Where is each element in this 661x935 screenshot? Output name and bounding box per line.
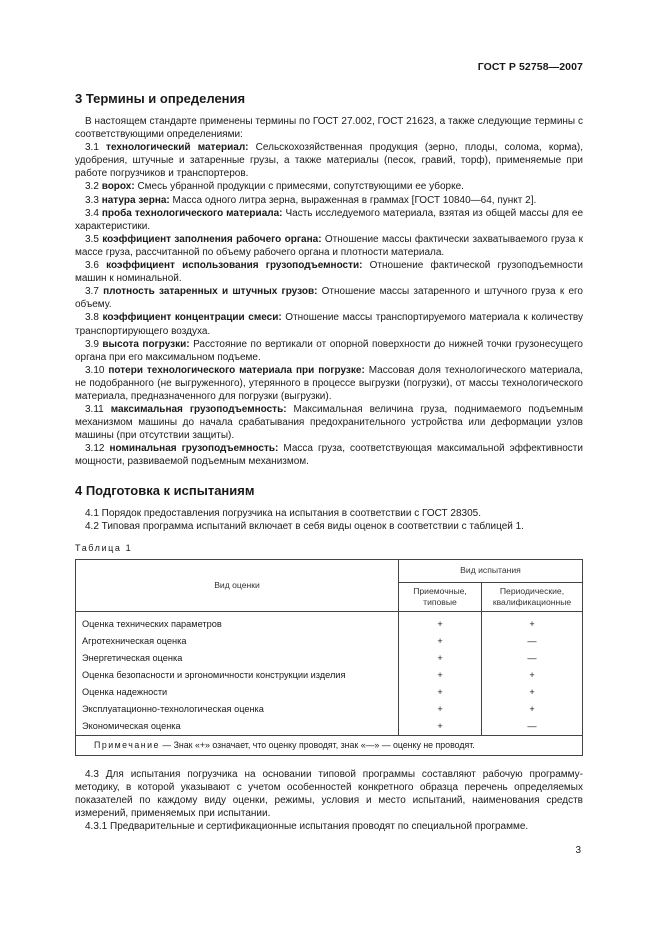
term-definition: Смесь убранной продукции с примесями, сопутствующими ее уборке. xyxy=(134,181,464,193)
table-cell: + xyxy=(482,667,583,684)
page-number: 3 xyxy=(575,845,581,856)
term-item xyxy=(75,141,583,180)
term-item xyxy=(75,338,583,364)
table-cell: — xyxy=(482,718,583,736)
terms-list xyxy=(75,141,583,468)
term-name: плотность затаренных и штучных грузов: xyxy=(103,286,318,298)
table-cell: Агротехническая оценка xyxy=(76,633,399,650)
page-content xyxy=(75,90,583,833)
table-cell: + xyxy=(482,611,583,633)
table-row xyxy=(76,667,583,684)
table-cell: — xyxy=(482,650,583,667)
term-name: натура зерна: xyxy=(101,194,170,206)
table-cell: + xyxy=(482,701,583,718)
term-number: 3.1 xyxy=(85,142,107,154)
term-name: коэффициент использования грузоподъемности: xyxy=(106,260,363,272)
term-number: 3.4 xyxy=(85,207,102,219)
term-item xyxy=(75,364,583,403)
document-code: ГОСТ Р 52758—2007 xyxy=(477,61,583,73)
table-1-label: Таблица 1 xyxy=(75,542,133,553)
term-definition: Часть исследуемого материала, взятая из общей массы для ее характеристики. xyxy=(75,207,583,232)
table-cell: + xyxy=(399,684,482,701)
term-name: максимальная грузоподъемность: xyxy=(110,404,287,416)
term-item xyxy=(75,180,583,193)
term-number: 3.7 xyxy=(85,286,104,298)
term-name: потери технологического материала при погрузке: xyxy=(108,364,365,376)
table-cell: Оценка технических параметров xyxy=(76,611,399,633)
table-cell: Оценка безопасности и эргономичности конструкции изделия xyxy=(76,667,399,684)
table-note xyxy=(76,735,583,755)
table-1 xyxy=(75,559,583,756)
term-number: 3.12 xyxy=(85,443,110,455)
term-name: номинальная грузоподъемность: xyxy=(109,443,279,455)
section-3-intro: В настоящем стандарте применены термины по ГОСТ 27.002, ГОСТ 21623, а также следующие термины с соответствующими определениями: xyxy=(75,116,583,141)
col-header-assessment: Вид оценки xyxy=(76,559,399,611)
table-row xyxy=(76,684,583,701)
term-definition: Отношение массы фактически захватываемого груза к массе груза, рассчитанной по объему рабочего органа и плотности материала. xyxy=(75,233,583,258)
term-number: 3.11 xyxy=(85,404,111,416)
note-label: Примечание xyxy=(94,739,160,750)
term-number: 3.2 xyxy=(85,181,102,193)
term-definition: Максимальная величина груза, поднимаемого подъемным механизмом машины до начала срабатывания предохранительного устройства или деформации узлов машины (при отсутствии защиты). xyxy=(75,404,584,442)
table-note-row xyxy=(76,735,583,755)
table-row xyxy=(76,650,583,667)
term-number: 3.8 xyxy=(85,312,103,324)
term-item xyxy=(75,311,583,337)
term-name: проба технологического материала: xyxy=(101,207,283,219)
table-cell: + xyxy=(482,684,583,701)
table-cell: + xyxy=(399,701,482,718)
term-definition: Отношение фактической грузоподъемности машин к номинальной. xyxy=(75,260,583,285)
table-row xyxy=(76,701,583,718)
table-row xyxy=(76,633,583,650)
table-cell: Экономическая оценка xyxy=(76,718,399,736)
term-definition: Отношение массы затаренного и штучного груза к его объему. xyxy=(75,286,583,311)
col-header-acceptance: Приемочные, типовые xyxy=(399,582,482,611)
note-text: — Знак «+» означает, что оценку проводят, знак «—» — оценку не проводят. xyxy=(159,739,475,750)
table-cell: Оценка надежности xyxy=(76,684,399,701)
term-name: коэффициент заполнения рабочего органа: xyxy=(102,233,322,245)
term-item xyxy=(75,442,583,468)
term-item xyxy=(75,285,583,311)
term-name: высота погрузки: xyxy=(102,338,190,350)
term-item xyxy=(75,259,583,285)
term-item xyxy=(75,233,583,259)
paragraph-4-1: 4.1 Порядок предоставления погрузчика на испытания в соответствии с ГОСТ 28305. xyxy=(85,507,482,519)
term-number: 3.5 xyxy=(85,233,103,245)
term-definition: Отношение массы транспортируемого материала к количеству транспортирующего воздуха. xyxy=(75,312,584,337)
table-cell: — xyxy=(482,633,583,650)
term-number: 3.10 xyxy=(85,364,109,376)
col-header-periodic: Периодические, квалификационные xyxy=(482,582,583,611)
section-3-title: 3 Термины и определения xyxy=(75,91,246,106)
term-item xyxy=(75,403,583,442)
section-4-title: 4 Подготовка к испытаниям xyxy=(75,482,255,498)
term-definition: Масса груза, соответствующая максимальной эффективности мощности, развиваемой подъемным механизмом. xyxy=(75,443,583,468)
term-definition: Массовая доля технологического материала, не подобранного (не выгруженного), утерянного в процессе выгрузки (погрузки), от массы технологического материала, предназначенного для погрузки (выгрузки). xyxy=(75,364,583,402)
table-row xyxy=(76,611,583,633)
term-name: технологический материал: xyxy=(106,142,249,154)
table-cell: + xyxy=(399,718,482,736)
table-row xyxy=(76,718,583,736)
table-cell: + xyxy=(399,633,482,650)
col-header-test-type: Вид испытания xyxy=(399,559,583,582)
term-item xyxy=(75,207,583,233)
table-cell: + xyxy=(399,667,482,684)
term-number: 3.3 xyxy=(85,194,102,206)
table-cell: + xyxy=(399,611,482,633)
term-item xyxy=(75,194,583,207)
term-number: 3.9 xyxy=(85,338,103,350)
table-cell: + xyxy=(399,650,482,667)
term-definition: Масса одного литра зерна, выраженная в граммах [ГОСТ 10840—64, пункт 2]. xyxy=(169,194,537,206)
paragraph-4-3-1: 4.3.1 Предварительные и сертификационные испытания проводят по специальной программе. xyxy=(85,821,529,833)
term-definition: Расстояние по вертикали от опорной поверхности до нижней точки грузонесущего органа при его максимальном подъеме. xyxy=(75,338,583,363)
term-definition: Сельскохозяйственная продукция (зерно, плоды, солома, корма), удобрения, штучные и затаренные грузы, а также материалы (песок, гравий, торф), применяемые при работе погрузчиков и транспортеров. xyxy=(75,142,583,180)
table-cell: Эксплуатационно-технологическая оценка xyxy=(76,701,399,718)
term-name: коэффициент концентрации смеси: xyxy=(102,312,282,324)
term-number: 3.6 xyxy=(85,260,107,272)
paragraph-4-2: 4.2 Типовая программа испытаний включает в себя виды оценок в соответствии с таблицей 1. xyxy=(85,520,524,532)
term-name: ворох: xyxy=(101,181,135,193)
table-cell: Энергетическая оценка xyxy=(76,650,399,667)
paragraph-4-3: 4.3 Для испытания погрузчика на основании типовой программы составляют рабочую программу-методику, в которой указывают с учетом особенностей конкретного образца перечень определяемых показателей по каждому виду оценки, режимы, условия и место испытаний, наименования средств измерений, применяемых при испытании. xyxy=(75,768,583,819)
